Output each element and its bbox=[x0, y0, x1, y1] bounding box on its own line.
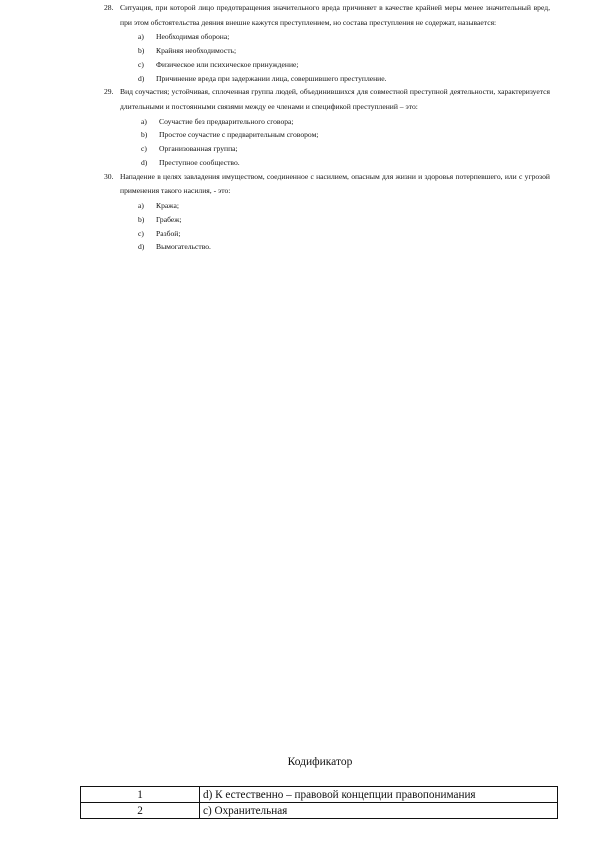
question-number: 30. bbox=[104, 171, 114, 181]
option-text: Кража; bbox=[156, 200, 179, 210]
answer-option bbox=[138, 227, 550, 241]
codifier-table bbox=[80, 786, 558, 819]
answer-option bbox=[138, 240, 550, 254]
answer-options bbox=[138, 199, 550, 254]
option-letter: b) bbox=[138, 214, 145, 224]
answer-option bbox=[138, 213, 550, 227]
option-text: Преступное сообщество. bbox=[159, 157, 240, 167]
option-text: Разбой; bbox=[156, 228, 181, 238]
answer-option bbox=[141, 156, 550, 170]
question-list bbox=[104, 1, 550, 254]
codifier-title: Кодификатор bbox=[287, 756, 353, 768]
option-letter: c) bbox=[138, 59, 144, 69]
question-28 bbox=[104, 1, 550, 85]
question-30 bbox=[104, 170, 550, 254]
table-cell-answer: d) К естественно – правовой концепции правопонимания bbox=[200, 787, 558, 803]
answer-option bbox=[138, 58, 550, 72]
option-text: Грабеж; bbox=[156, 214, 182, 224]
answer-option bbox=[141, 115, 550, 129]
option-letter: b) bbox=[141, 130, 148, 140]
table-cell-answer: с) Охранительная bbox=[200, 803, 558, 819]
option-letter: b) bbox=[138, 45, 145, 55]
option-text: Простое соучастие с предварительным сговором; bbox=[159, 130, 319, 140]
option-letter: d) bbox=[138, 242, 145, 252]
answer-option bbox=[141, 142, 550, 156]
question-text: Вид соучастия; устойчивая, сплоченная группа людей, объединившихся для совместной преступной деятельности, характеризуется длительными и постоянными связями между ее членами и спецификой преступлений – это: bbox=[120, 87, 550, 111]
answer-options bbox=[138, 30, 550, 85]
answer-option bbox=[138, 199, 550, 213]
option-letter: d) bbox=[141, 157, 148, 167]
table-cell-number: 1 bbox=[81, 787, 200, 803]
option-text: Вымогательство. bbox=[156, 242, 211, 252]
table-row bbox=[81, 787, 558, 803]
answer-option bbox=[138, 30, 550, 44]
option-text: Причинение вреда при задержании лица, совершившего преступление. bbox=[156, 73, 387, 83]
option-text: Организованная группа; bbox=[159, 144, 238, 154]
question-29 bbox=[104, 85, 550, 169]
question-number: 28. bbox=[104, 3, 114, 12]
option-letter: a) bbox=[138, 32, 144, 42]
option-letter: a) bbox=[141, 116, 147, 126]
option-letter: a) bbox=[138, 200, 144, 210]
option-text: Крайняя необходимость; bbox=[156, 45, 237, 55]
option-letter: c) bbox=[141, 144, 147, 154]
option-letter: d) bbox=[138, 73, 145, 83]
option-text: Необходимая оборона; bbox=[156, 32, 230, 42]
answer-option bbox=[141, 128, 550, 142]
answer-options bbox=[141, 115, 550, 170]
table-cell-number: 2 bbox=[81, 803, 200, 819]
option-text: Соучастие без предварительного сговора; bbox=[159, 116, 294, 126]
answer-option bbox=[138, 44, 550, 58]
option-text: Физическое или психическое принуждение; bbox=[156, 59, 299, 69]
question-number: 29. bbox=[104, 87, 114, 97]
question-text: Нападение в целях завладения имуществом, соединенное с насилием, опасным для жизни и здоровья потерпевшего, или с угрозой применения такого насилия, - это: bbox=[120, 171, 550, 196]
question-text: Ситуация, при которой лицо предотвращения значительного вреда причиняет в качестве крайней меры менее значительный вред, при этом обстоятельства деяния внешне кажутся преступлением, но состава преступления не содержат, называется: bbox=[120, 3, 550, 27]
option-letter: c) bbox=[138, 228, 144, 238]
table-row bbox=[81, 803, 558, 819]
answer-option bbox=[138, 72, 550, 86]
